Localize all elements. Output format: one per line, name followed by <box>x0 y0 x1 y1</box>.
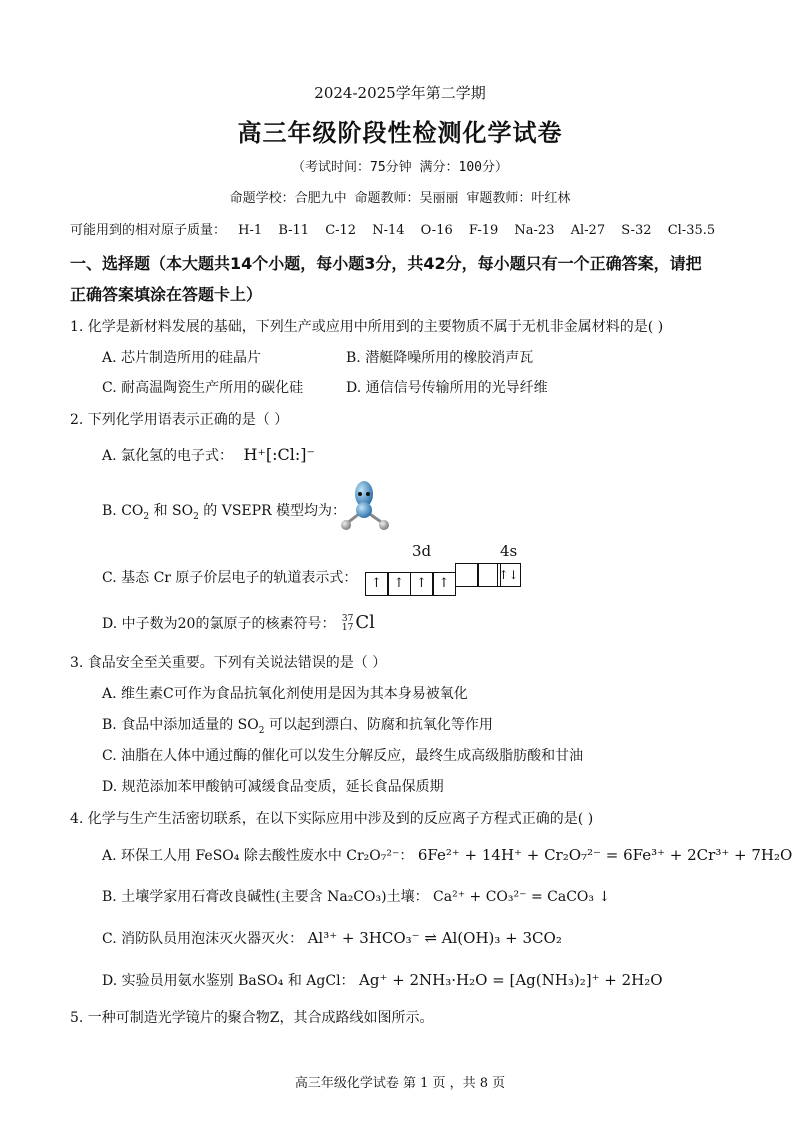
authors-line: 命题学校：合肥九中 命题教师：吴丽丽 审题教师：叶红林 <box>229 191 571 206</box>
orbital-box: ↑↓ <box>497 563 521 587</box>
orbital-diagram-3d <box>366 563 501 596</box>
orbital-box: ↑ <box>410 572 434 596</box>
question-4-option-a <box>102 845 792 865</box>
question-4-option-c <box>102 928 562 948</box>
section-heading-line2: 正确答案填涂在答题卡上） <box>70 285 263 304</box>
question-4-stem: 4. 化学与生产生活密切联系，在以下实际应用中涉及到的反应离子方程式正确的是( ) <box>70 811 594 827</box>
question-4-option-d <box>102 970 663 990</box>
atomic-mass-label: 可能用到的相对原子质量： <box>70 223 227 238</box>
orbital-3d-label: 3d <box>412 542 432 560</box>
question-4-option-c-equation: Al³⁺ + 3HCO₃⁻ ⇌ Al(OH)₃ + 3CO₂ <box>307 929 562 947</box>
section-heading-line1: 一、选择题（本大题共14个小题，每小题3分，共42分，每小题只有一个正确答案，请把 <box>70 254 702 273</box>
atomic-mass-item: B-11 <box>278 223 310 238</box>
question-3-option-d: D. 规范添加苯甲酸钠可减缓食品变质，延长食品保质期 <box>102 779 444 795</box>
exam-time-line: （考试时间：75分钟 满分：100分） <box>292 160 508 175</box>
orbital-box: ↑ <box>432 572 456 596</box>
atomic-mass-item: O-16 <box>420 223 453 238</box>
question-2-option-d <box>102 612 375 633</box>
option-b-suffix: 的 VSEPR 模型均为： <box>198 503 347 519</box>
orbital-4s-label: 4s <box>500 542 518 560</box>
question-2-option-d-text: D. 中子数为20的氯原子的核素符号： <box>102 616 336 632</box>
question-2-option-b: B. $CO_2$ 和 $SO_2$ 的 VSEPR 模型均为： <box>102 503 347 522</box>
atomic-mass-item: C-12 <box>325 223 357 238</box>
question-2-option-a <box>102 445 315 465</box>
question-4-option-a-text: A. 环保工人用 FeSO₄ 除去酸性废水中 Cr₂O₇²⁻： <box>102 848 414 864</box>
question-4-option-d-equation: Ag⁺ + 2NH₃·H₂O = [Ag(NH₃)₂]⁺ + 2H₂O <box>359 971 663 989</box>
atomic-mass-item: F-19 <box>468 223 499 238</box>
question-1-stem: 1. 化学是新材料发展的基础，下列生产或应用中所用到的主要物质不属于无机非金属材料的是( ) <box>70 319 664 335</box>
atomic-mass-item: Al-27 <box>570 223 606 238</box>
question-1-option-a: A. 芯片制造所用的硅晶片 <box>102 350 262 366</box>
nuclide-atomic-number: 17 <box>341 623 354 633</box>
question-3-stem: 3. 食品安全至关重要。下列有关说法错误的是（ ） <box>70 655 387 671</box>
atomic-mass-item: H-1 <box>238 223 263 238</box>
question-3-option-b-prefix: B. 食品中添加适量的 SO <box>102 717 259 733</box>
question-4-option-a-equation: 6Fe²⁺ + 14H⁺ + Cr₂O₇²⁻ = 6Fe³⁺ + 2Cr³⁺ + 7H₂O <box>417 846 793 864</box>
atomic-mass-item: Na-23 <box>514 223 555 238</box>
atomic-mass-item: N-14 <box>372 223 405 238</box>
question-1-option-d: D. 通信信号传输所用的光导纤维 <box>346 380 548 396</box>
question-2-option-a-text: A. 氯化氢的电子式： <box>102 448 234 464</box>
vsepr-model-image <box>336 478 396 536</box>
page-footer: 高三年级化学试卷 第 1 页 ，共 8 页 <box>294 1076 506 1091</box>
nuclide-mass-number: 37 <box>341 614 354 624</box>
nuclide-numbers <box>342 615 353 633</box>
atomic-mass-line <box>70 219 727 238</box>
atomic-mass-item: Cl-35.5 <box>667 223 716 238</box>
question-1-option-c: C. 耐高温陶瓷生产所用的碳化硅 <box>102 380 304 396</box>
question-4-option-b-equation: Ca²⁺ + CO₃²⁻ = CaCO₃ ↓ <box>433 889 611 905</box>
orbital-box <box>455 563 479 587</box>
question-3-option-b-suffix: 可以起到漂白、防腐和抗氧化等作用 <box>264 717 493 733</box>
question-3-option-a: A. 维生素C可作为食品抗氧化剂使用是因为其本身易被氧化 <box>102 686 468 702</box>
atomic-mass-item: S-32 <box>621 223 652 238</box>
question-5-stem: 5. 一种可制造光学镜片的聚合物Z，其合成路线如图所示。 <box>70 1010 434 1026</box>
question-3-option-c: C. 油脂在人体中通过酶的催化可以发生分解反应，最终生成高级脂肪酸和甘油 <box>102 748 584 764</box>
question-2-option-c: C. 基态 Cr 原子价层电子的轨道表示式： <box>102 570 358 586</box>
question-4-option-b-text: B. 土壤学家用石膏改良碱性(主要含 Na₂CO₃)土壤： <box>102 889 429 905</box>
hcl-electron-formula: H⁺[:Cl:]⁻ <box>243 445 315 464</box>
question-3-option-b: B. 食品中添加适量的 $SO_2$ 可以起到漂白、防腐和抗氧化等作用 <box>102 717 493 736</box>
orbital-box: ↑ <box>387 572 411 596</box>
exam-title: 高三年级阶段性检测化学试卷 <box>237 119 563 147</box>
option-b-mid: 和 SO <box>149 503 194 519</box>
orbital-box: ↑ <box>365 572 389 596</box>
question-4-option-d-text: D. 实验员用氨水鉴别 BaSO₄ 和 AgCl： <box>102 973 355 989</box>
question-4-option-c-text: C. 消防队员用泡沫灭火器灭火： <box>102 931 304 947</box>
question-1-option-b: B. 潜艇降噪所用的橡胶消声瓦 <box>346 350 534 366</box>
orbital-diagram-4s <box>498 563 521 587</box>
option-b-prefix: B. CO <box>102 503 144 519</box>
semester-line: 2024-2025学年第二学期 <box>314 84 486 102</box>
question-4-option-b <box>102 886 610 906</box>
nuclide-symbol: Cl <box>355 612 375 633</box>
question-2-stem: 2. 下列化学用语表示正确的是（ ） <box>70 412 289 428</box>
